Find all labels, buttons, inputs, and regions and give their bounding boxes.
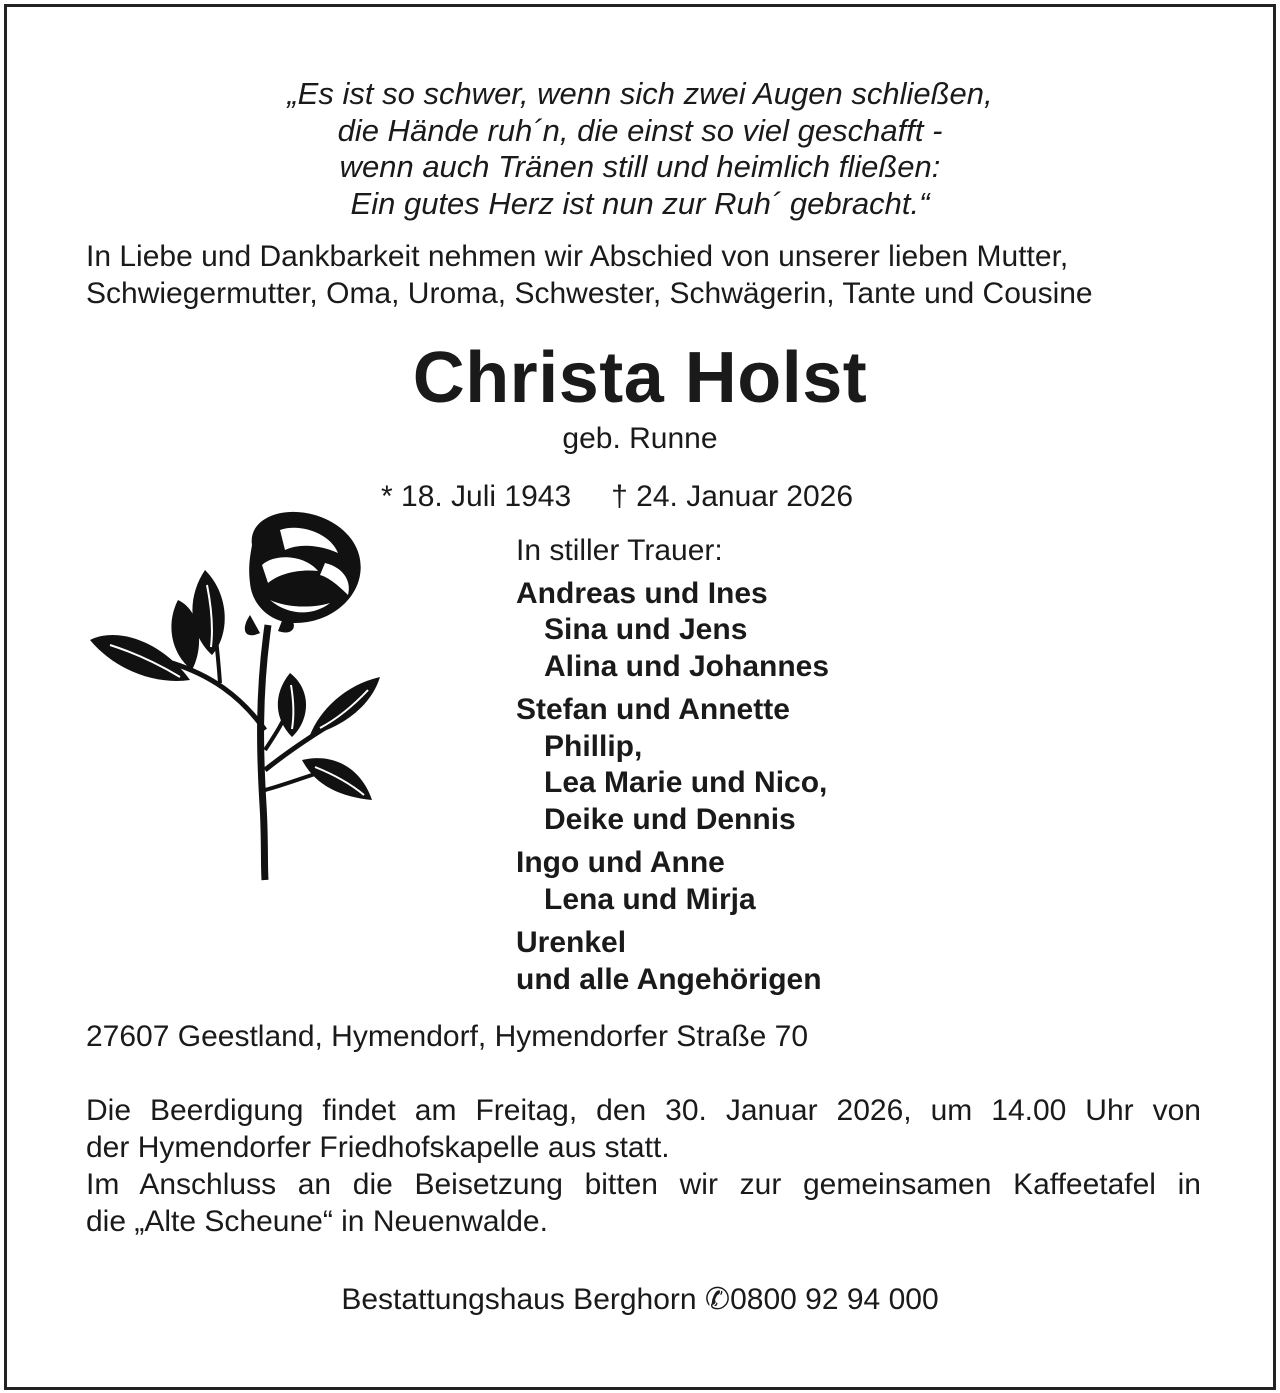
funeral-line: Im Anschluss an die Beisetzung bitten wir zur gemeinsamen Kaffeetafel in: [86, 1168, 1201, 1201]
mourner-group: [516, 692, 829, 838]
mourner-closing: und alle Angehörigen: [516, 962, 822, 996]
birth-date: * 18. Juli 1943: [381, 480, 572, 513]
mourner-sub: Deike und Dennis: [544, 802, 796, 836]
undertaker-phone: 0800 92 94 000: [730, 1283, 939, 1316]
deceased-name: Christa Holst: [412, 338, 868, 418]
life-dates: [381, 479, 853, 515]
mourner-main: Andreas und Ines: [516, 576, 768, 610]
poem-line: wenn auch Tränen still und heimlich fließen:: [339, 149, 941, 184]
intro-line: In Liebe und Dankbarkeit nehmen wir Abschied von unserer lieben Mutter,: [86, 240, 1069, 273]
mourners-list: [516, 533, 829, 1005]
mourner-sub: Lena und Mirja: [544, 882, 756, 916]
mourner-main: Urenkel: [516, 926, 627, 959]
intro-text: [86, 238, 1206, 312]
mourner-group: [516, 845, 829, 918]
mourner-group: [516, 925, 829, 998]
poem-line: „Es ist so schwer, wenn sich zwei Augen schließen,: [287, 76, 993, 111]
mourner-main: Ingo und Anne: [516, 846, 725, 879]
funeral-line: die „Alte Scheune“ in Neuenwalde.: [86, 1205, 548, 1238]
poem-line: Ein gutes Herz ist nun zur Ruh´ gebracht.“: [350, 185, 930, 221]
poem: [0, 76, 1280, 222]
poem-line: die Hände ruh´n, die einst so viel geschafft -: [337, 112, 943, 148]
phone-icon: ✆: [704, 1283, 731, 1316]
funeral-info: [86, 1092, 1201, 1240]
mourner-sub: Phillip,: [544, 729, 643, 763]
mourner-main: Stefan und Annette: [516, 693, 790, 726]
mourning-heading: In stiller Trauer:: [516, 534, 723, 567]
maiden-name: geb. Runne: [562, 422, 718, 455]
intro-line: Schwiegermutter, Oma, Uroma, Schwester, Schwägerin, Tante und Cousine: [86, 277, 1093, 310]
mourner-sub: Alina und Johannes: [544, 649, 830, 683]
funeral-line: Die Beerdigung findet am Freitag, den 30. Januar 2026, um 14.00 Uhr von: [86, 1094, 1201, 1127]
rose-icon: [80, 505, 380, 885]
family-address: 27607 Geestland, Hymendorf, Hymendorfer Straße 70: [86, 1020, 809, 1053]
undertaker-info: [0, 1282, 1280, 1318]
mourner-sub: Lea Marie und Nico,: [544, 766, 828, 799]
mourner-group: [516, 576, 829, 686]
death-date: † 24. Januar 2026: [611, 480, 854, 513]
funeral-line: der Hymendorfer Friedhofskapelle aus statt.: [86, 1131, 670, 1164]
mourner-sub: Sina und Jens: [544, 613, 748, 646]
undertaker-name: Bestattungshaus Berghorn: [341, 1283, 697, 1316]
